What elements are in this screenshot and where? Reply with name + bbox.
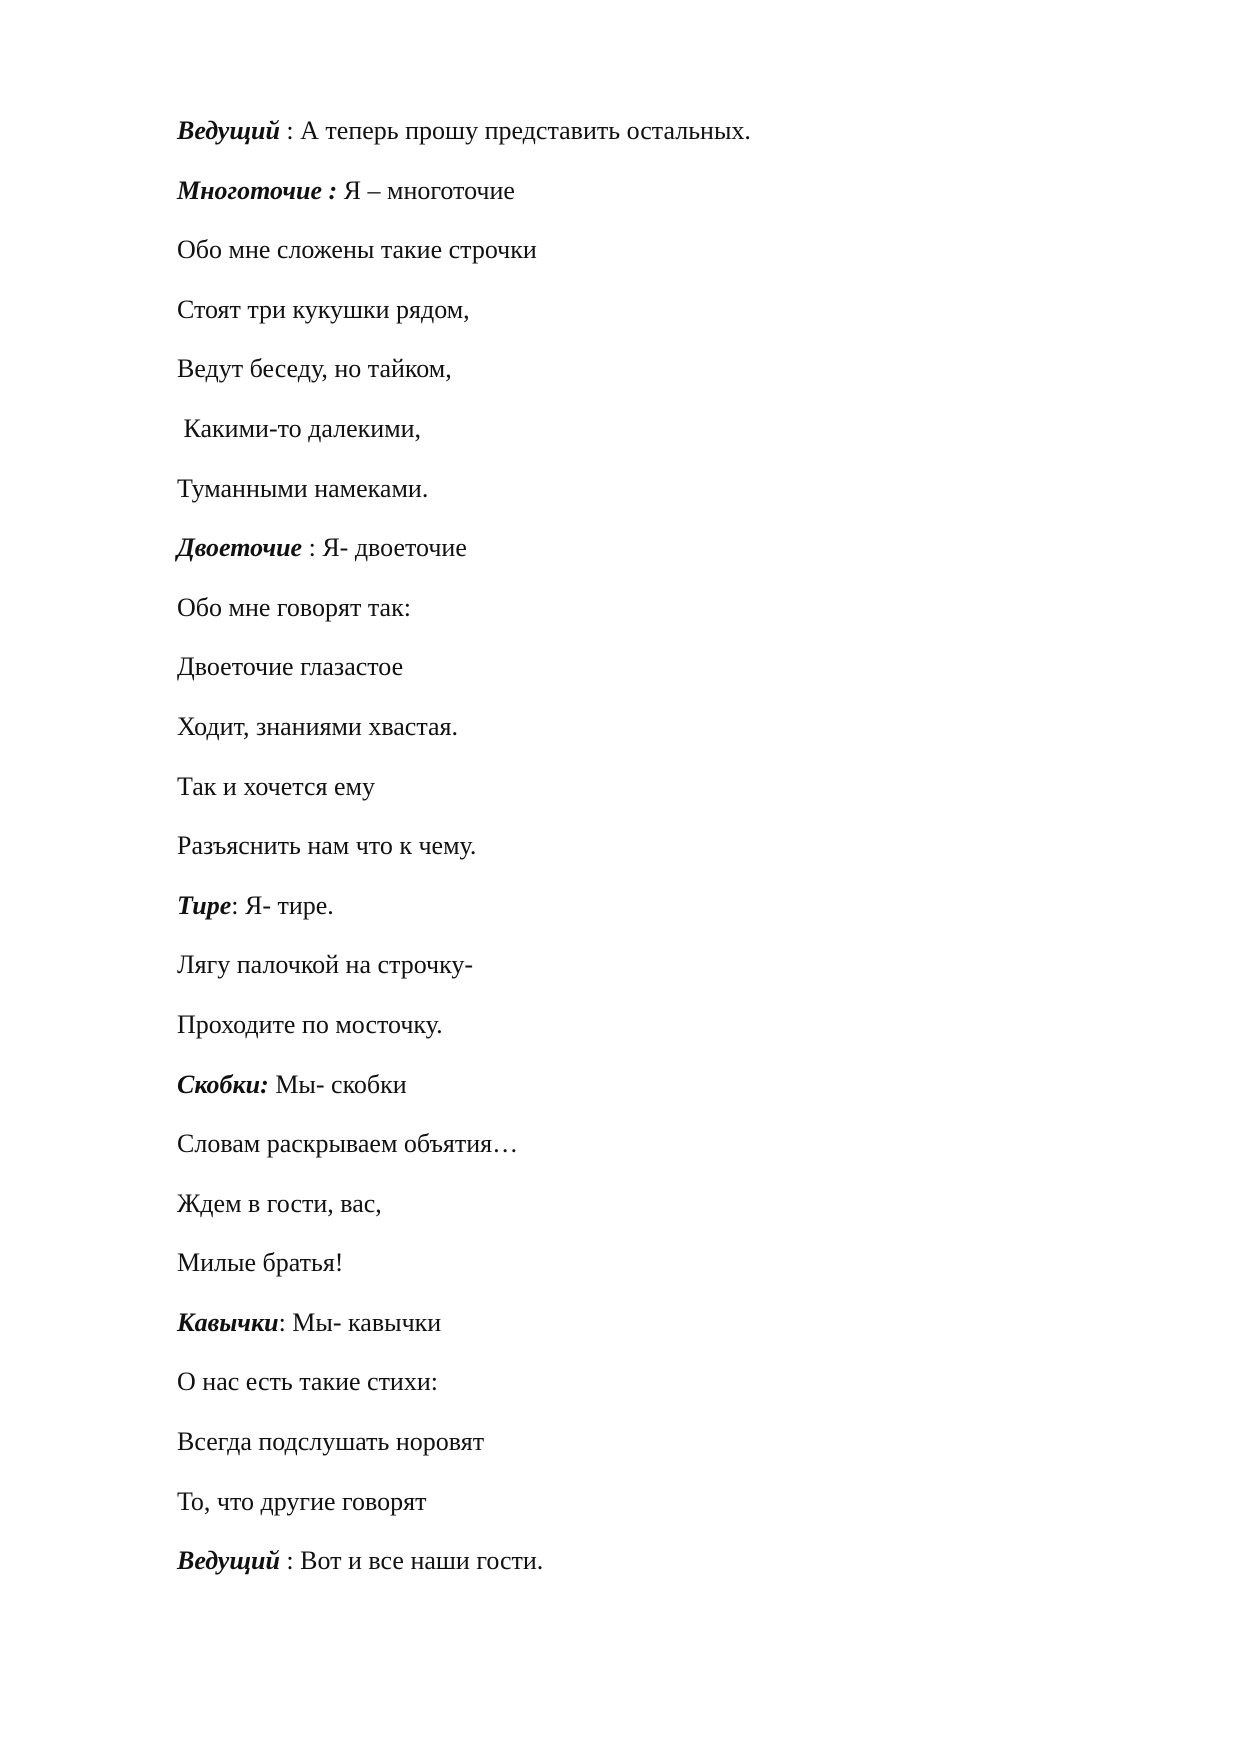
text-line — [177, 295, 1157, 325]
text-line — [177, 1189, 1157, 1219]
speaker-name: Тире — [177, 890, 232, 920]
text-line — [177, 1487, 1157, 1517]
line-text: Мы- скобки — [268, 1069, 407, 1099]
text-line — [177, 891, 1157, 921]
text-line — [177, 1367, 1157, 1397]
line-text: Разъяснить нам что к чему. — [177, 831, 477, 861]
text-line — [177, 950, 1157, 980]
line-text: Ждем в гости, вас, — [177, 1188, 382, 1218]
text-line — [177, 474, 1157, 504]
line-text: Какими-то далекими, — [177, 413, 422, 443]
text-line — [177, 1248, 1157, 1278]
line-text: Ходит, знаниями хвастая. — [177, 711, 459, 741]
text-line — [177, 414, 1157, 444]
line-text: Я – многоточие — [337, 175, 515, 205]
speaker-name: Скобки: — [177, 1069, 269, 1099]
line-text: Проходите по мосточку. — [177, 1009, 443, 1039]
line-text: Всегда подслушать норовят — [177, 1427, 485, 1457]
line-text: То, что другие говорят — [177, 1486, 427, 1516]
line-text: Милые братья! — [177, 1248, 344, 1278]
text-line — [177, 831, 1157, 861]
text-line — [177, 772, 1157, 802]
line-text: Ведут беседу, но тайком, — [177, 354, 452, 384]
line-text: : А теперь прошу представить остальных. — [279, 116, 751, 145]
speaker-name: Ведущий — [177, 116, 280, 145]
text-line — [177, 1010, 1157, 1040]
text-line — [177, 712, 1157, 742]
line-text: : Вот и все наши гости. — [279, 1546, 544, 1576]
line-text: Так и хочется ему — [177, 771, 375, 801]
text-line — [177, 1427, 1157, 1457]
speaker-name: Ведущий — [177, 1546, 280, 1576]
text-line — [177, 1308, 1157, 1338]
line-text: О нас есть такие стихи: — [177, 1367, 438, 1397]
line-text: Туманными намеками. — [177, 473, 429, 503]
text-line — [177, 533, 1157, 563]
text-line — [177, 1070, 1157, 1100]
line-text: Стоят три кукушки рядом, — [177, 294, 470, 324]
text-line — [177, 1129, 1157, 1159]
speaker-name: Двоеточие — [177, 533, 303, 563]
text-line — [177, 354, 1157, 384]
line-text: Обо мне говорят так: — [177, 592, 411, 622]
text-line — [177, 116, 1157, 146]
line-text: Обо мне сложены такие строчки — [177, 235, 537, 265]
text-line — [177, 593, 1157, 623]
text-line — [177, 1546, 1157, 1576]
line-text: : Я- тире. — [231, 890, 334, 920]
text-line — [177, 176, 1157, 206]
line-text: Двоеточие глазастое — [177, 652, 404, 682]
text-line — [177, 652, 1157, 682]
speaker-name: Многоточие : — [177, 175, 338, 205]
line-text: Лягу палочкой на строчку- — [177, 950, 474, 980]
line-text: Словам раскрываем объятия… — [177, 1129, 519, 1159]
speaker-name: Кавычки — [177, 1307, 279, 1337]
text-line — [177, 235, 1157, 265]
line-text: : Мы- кавычки — [278, 1307, 442, 1337]
line-text: : Я- двоеточие — [302, 533, 467, 563]
document-body — [177, 116, 1157, 1606]
